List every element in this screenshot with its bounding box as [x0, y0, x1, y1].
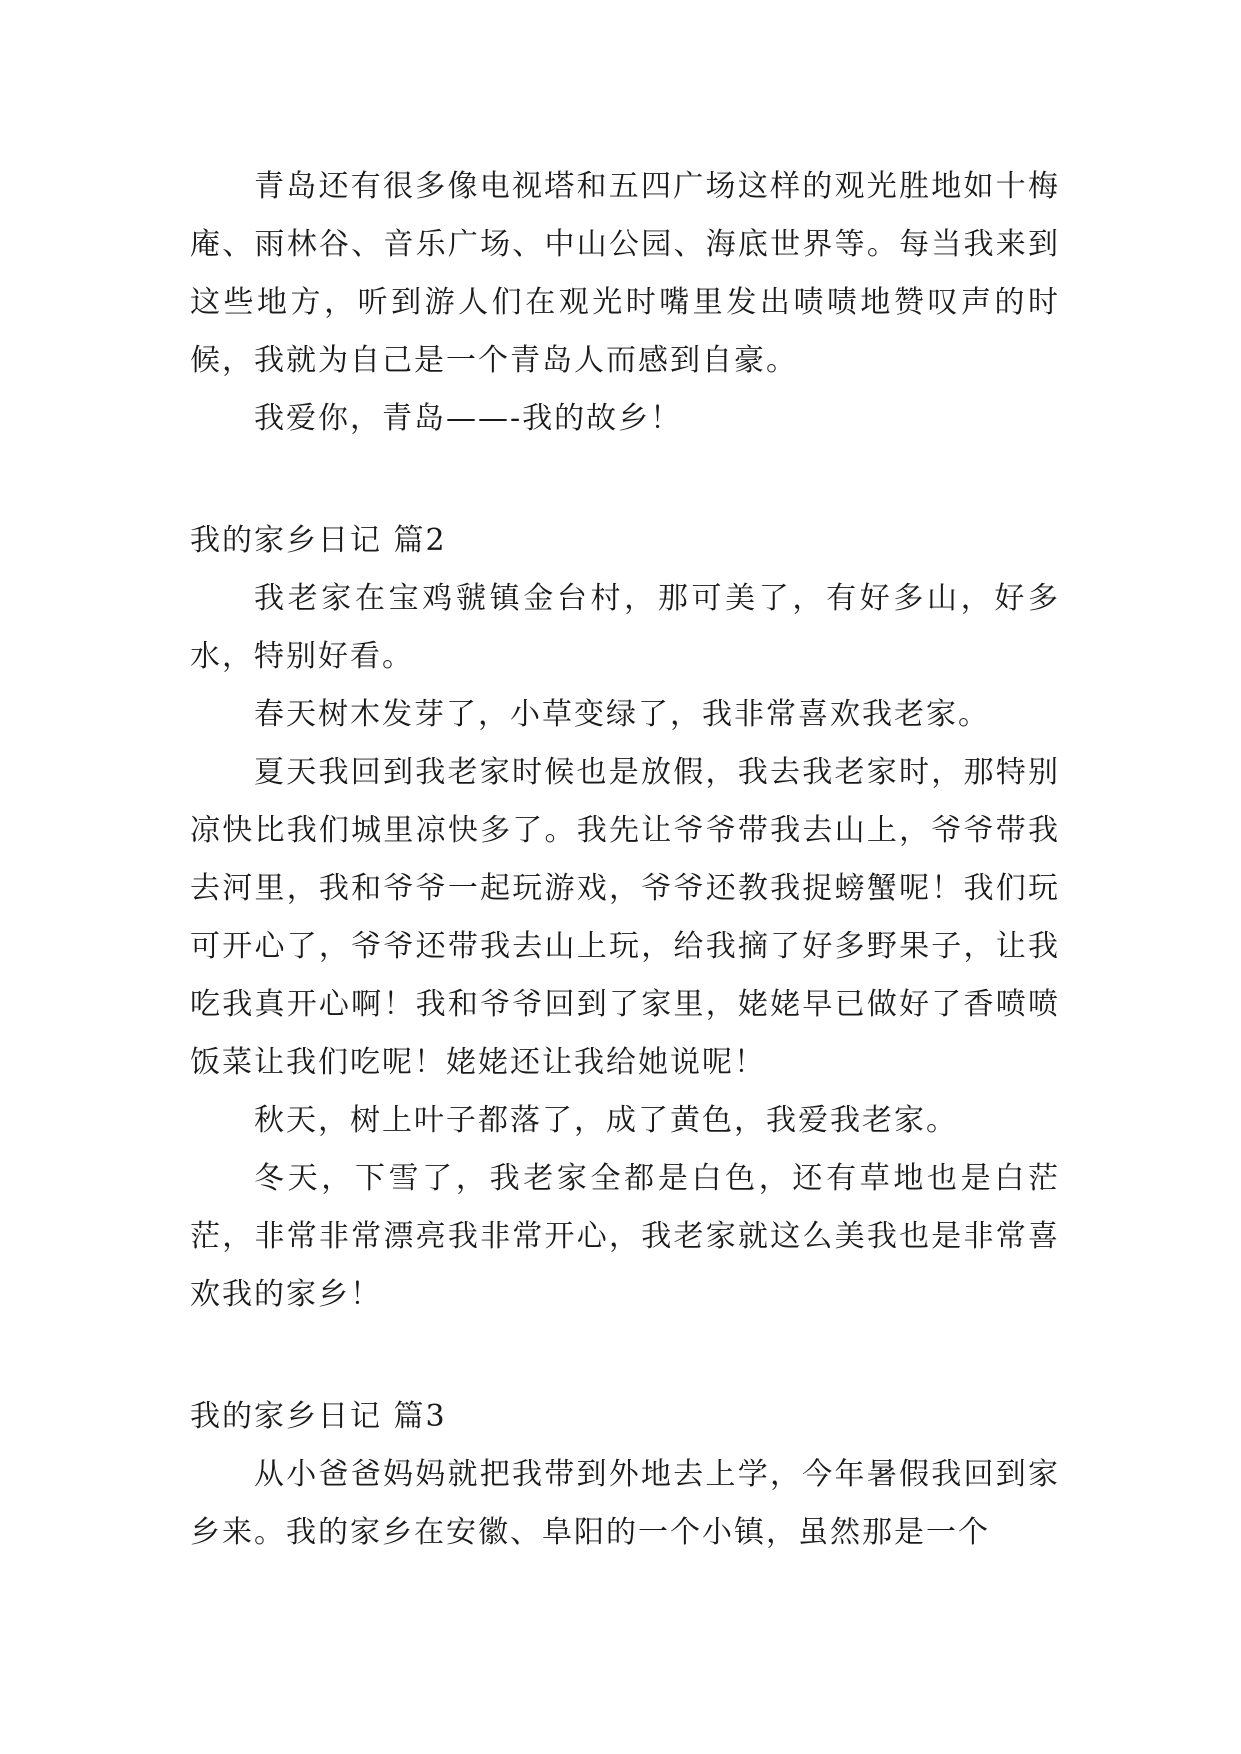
document-body: [190, 158, 1060, 1562]
paragraph-autumn: 秋天，树上叶子都落了，成了黄色，我爱我老家。: [254, 1103, 958, 1138]
paragraph-summer: 夏天我回到我老家时候也是放假，我去我老家时，那特别凉快比我们城里凉快多了。我先让爷爷带我去山上，爷爷带我去河里，我和爷爷一起玩游戏，爷爷还教我捉螃蟹呢！我们玩可开心了，爷爷还带我去山上玩，给我摘了好多野果子，让我吃我真开心啊！我和爷爷回到了家里，姥姥早已做好了香喷喷饭菜让我们吃呢！姥姥还让我给她说呢！: [190, 755, 1060, 1080]
paragraph-qingdao-attractions: 青岛还有很多像电视塔和五四广场这样的观光胜地如十梅庵、雨林谷、音乐广场、中山公园、海底世界等。每当我来到这些地方，听到游人们在观光时嘴里发出啧啧地赞叹声的时候，我就为自己是一个青岛人而感到自豪。: [190, 169, 1060, 378]
section-heading-2: 我的家乡日记 篇2: [190, 523, 447, 558]
section-spacer: [190, 1324, 1060, 1388]
section-heading-3: 我的家乡日记 篇3: [190, 1399, 447, 1434]
paragraph-return-home: 从小爸爸妈妈就把我带到外地去上学，今年暑假我回到家乡来。我的家乡在安徽、阜阳的一个小镇，虽然那是一个: [190, 1457, 1060, 1550]
paragraph-winter: 冬天，下雪了，我老家全都是白色，还有草地也是白茫茫，非常非常漂亮我非常开心，我老家就这么美我也是非常喜欢我的家乡！: [190, 1161, 1060, 1312]
section-spacer: [190, 448, 1060, 512]
paragraph-hometown-intro: 我老家在宝鸡虢镇金台村，那可美了，有好多山，好多水，特别好看。: [190, 581, 1060, 674]
paragraph-love-qingdao: 我爱你，青岛——-我的故乡！: [254, 401, 683, 436]
paragraph-spring: 春天树木发芽了，小草变绿了，我非常喜欢我老家。: [254, 697, 990, 732]
